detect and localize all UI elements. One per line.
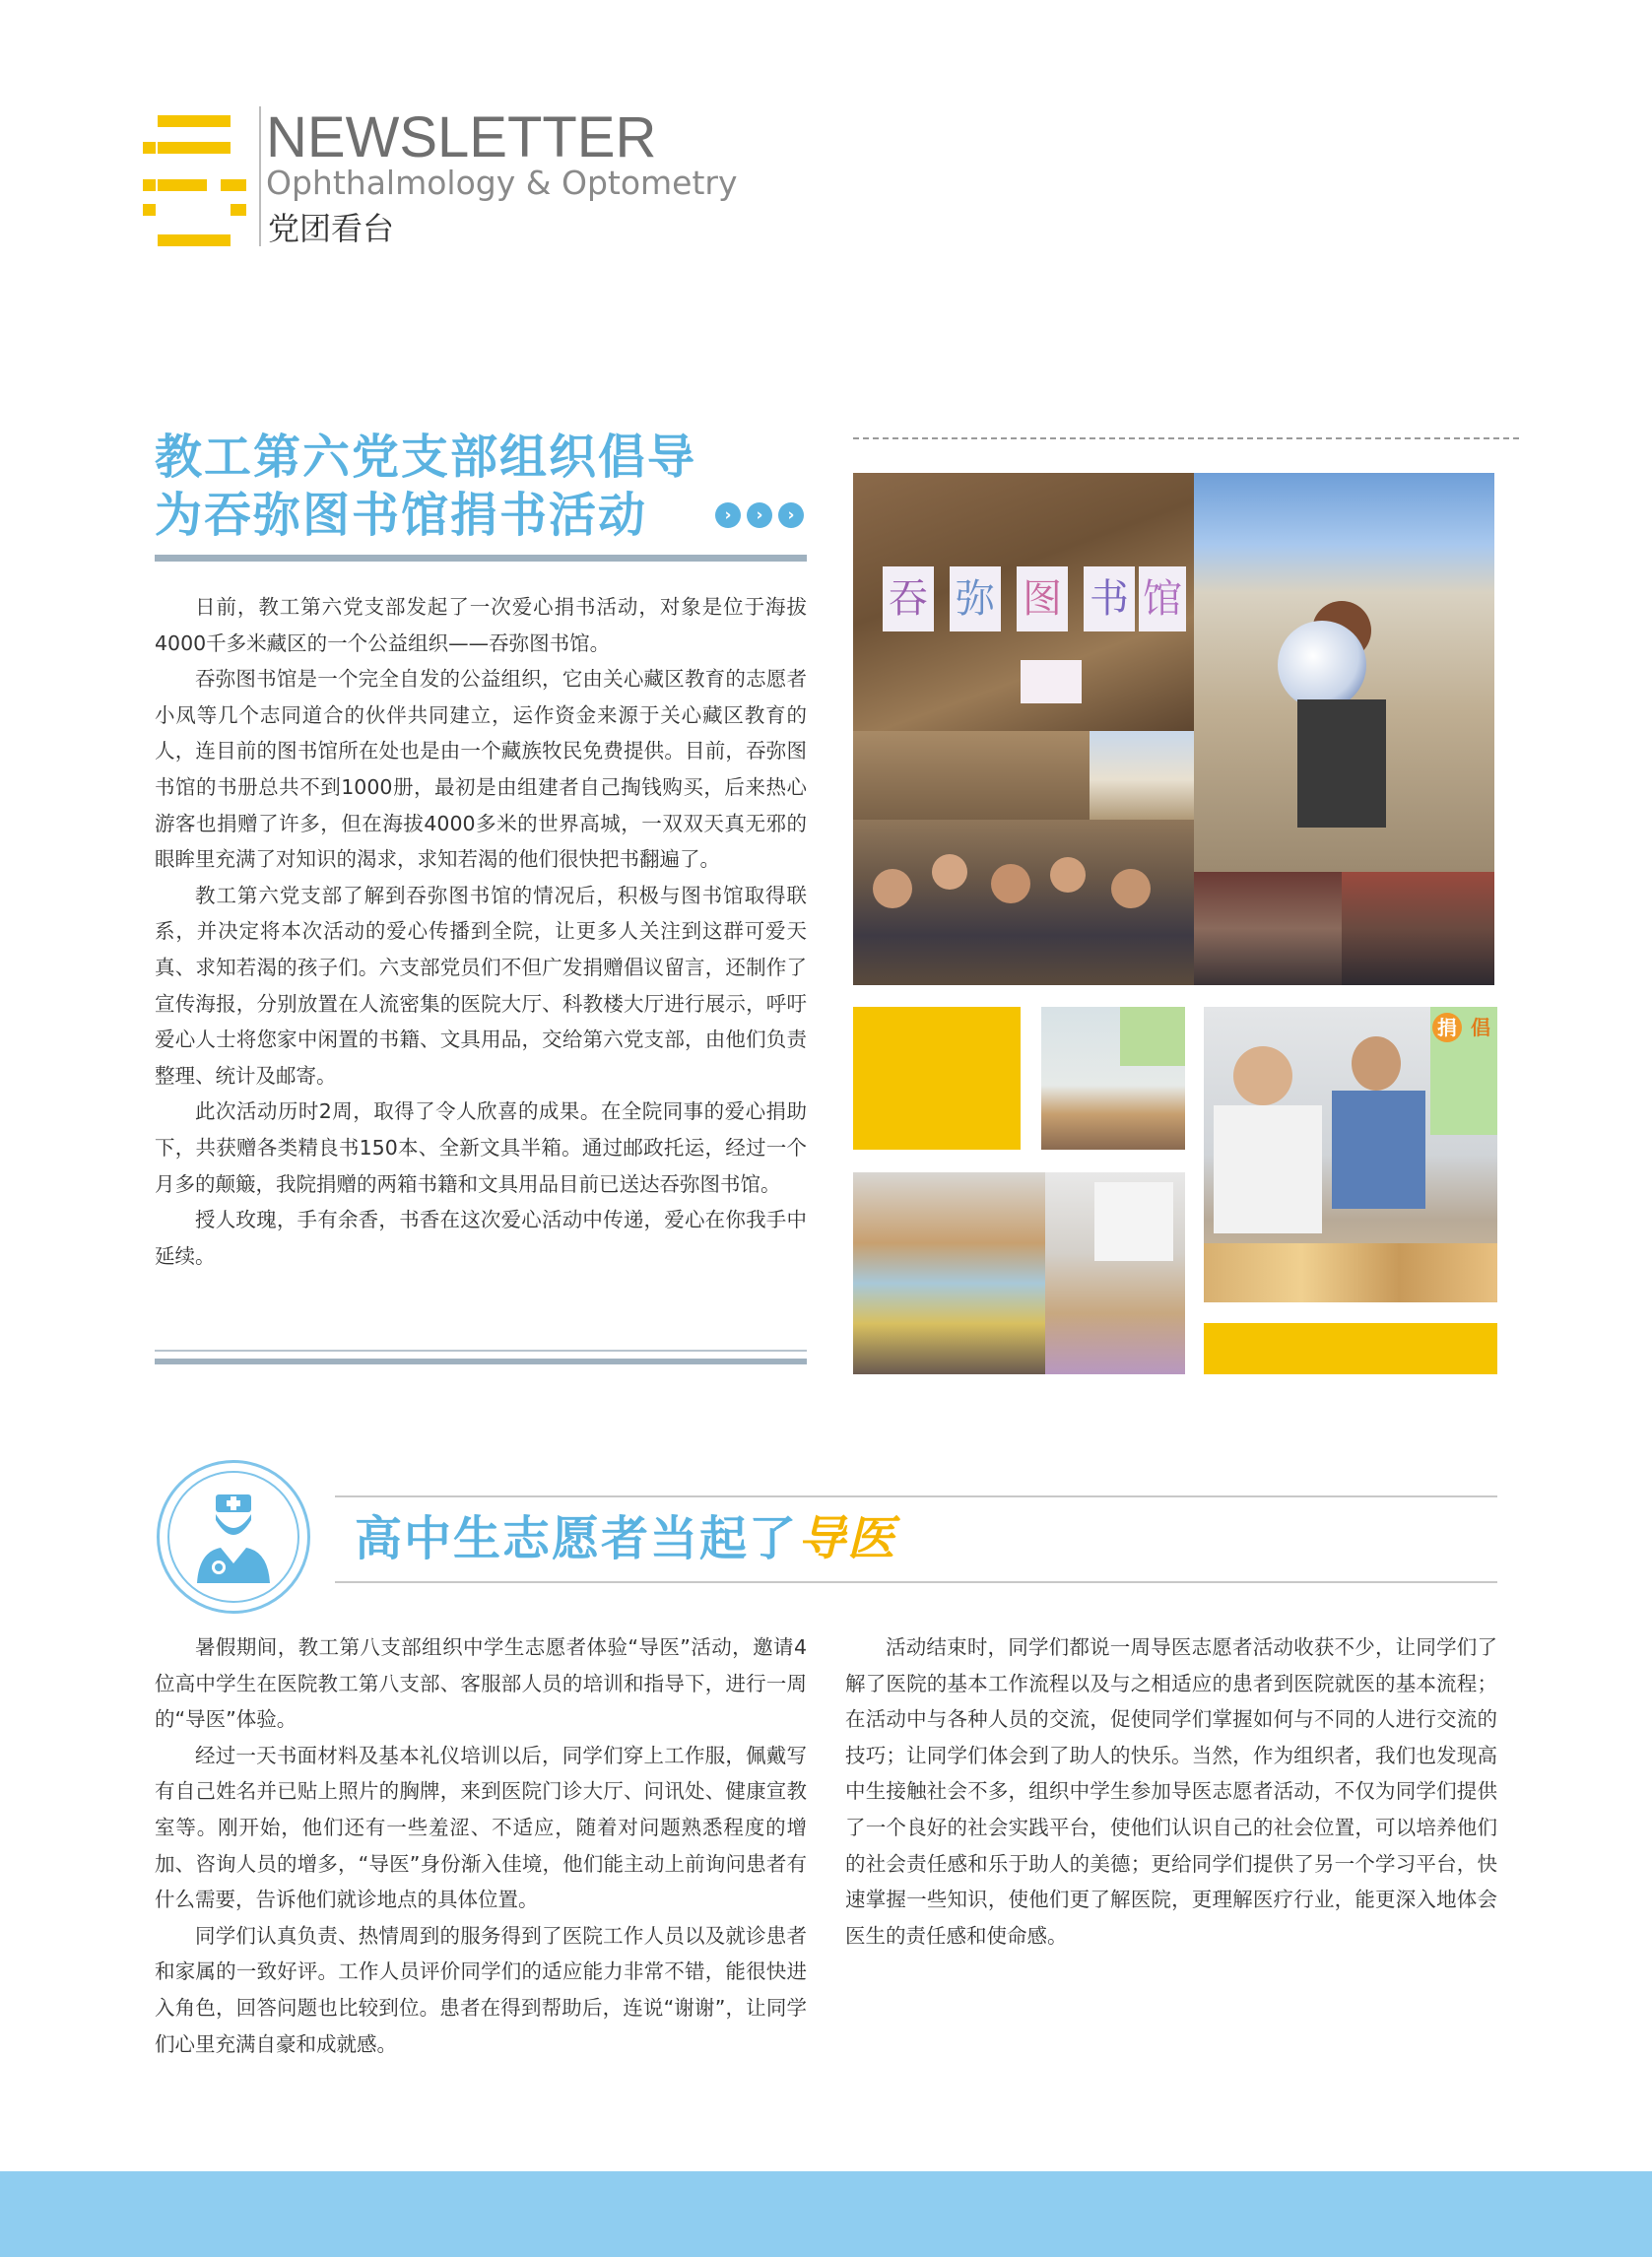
newsletter-title: NEWSLETTER <box>266 105 657 169</box>
face <box>1050 857 1086 893</box>
chevron-right-icon: › <box>715 502 741 528</box>
figure <box>1297 699 1386 828</box>
paragraph: 授人玫瑰，手有余香，书香在这次爱心活动中传递，爱心在你我手中延续。 <box>155 1208 807 1268</box>
figure <box>1332 1091 1425 1209</box>
poster-char: 倡 <box>1471 1016 1490 1039</box>
footer-band <box>0 2171 1652 2257</box>
photo-children-closeup-2 <box>1342 872 1494 985</box>
body-rule-thin <box>155 1350 807 1352</box>
face <box>1233 1046 1292 1105</box>
title2-bottom-line <box>335 1581 1497 1583</box>
article2-title <box>355 1509 896 1568</box>
newsletter-subtitle: Ophthalmology & Optometry <box>266 164 738 202</box>
title-underline <box>155 555 807 562</box>
face <box>1111 869 1151 908</box>
paragraph: 活动结束时，同学们都说一周导医志愿者活动收获不少，让同学们了解了医院的基本工作流程以及与之相适应的患者到医院就医的基本流程；在活动中与各种人员的交流，促使同学们掌握如何与不同的人进行交流的技巧；让同学们体会到了助人的快乐。当然，作为组织者，我们也发现高中生接触社会不多，组织中学生参加导医志愿者活动，不仅为同学们提供了一个良好的社会实践平台，使他们认识自己的社会位置，可以培养他们的社会责任感和乐于助人的美德；更给同学们提供了另一个学习平台，快速掌握一些知识，使他们更了解医院，更理解医疗行业，能更深入地体会医生的责任感和使命感。 <box>845 1635 1497 1948</box>
paragraph: 此次活动历时2周，取得了令人欣喜的成果。在全院同事的爱心捐助下，共获赠各类精良书150本、全新文具半箱。通过邮政托运，经过一个月多的颠簸，我院捐赠的两箱书籍和文具用品目前已送达吞弥图书馆。 <box>155 1099 807 1196</box>
sign-card: 吞 <box>883 566 934 631</box>
article1-body <box>155 589 807 1274</box>
doctor-icon <box>157 1460 310 1614</box>
photo-library-sign-2 <box>853 731 1090 820</box>
sign-card: 书 <box>1084 566 1135 631</box>
logo-separator <box>259 106 261 246</box>
figure <box>1214 1105 1322 1233</box>
sign-card: 馆 <box>1139 566 1186 631</box>
photo-volunteers-sorting <box>1204 1007 1497 1302</box>
paragraph: 同学们认真负责、热情周到的服务得到了医院工作人员以及就诊患者和家属的一致好评。工作人员评价同学们的适应能力非常不错，能很快进入角色，回答问题也比较到位。患者在得到帮助后，连说“谢谢”，让同学们心里充满自豪和成就感。 <box>155 1923 807 2056</box>
paragraph: 吞弥图书馆是一个完全自发的公益组织，它由关心藏区教育的志愿者小凤等几个志同道合的伙伴共同建立，运作资金来源于关心藏区教育的人，连目前的图书馆所在处也是由一个藏族牧民免费提供。目前，吞弥图书馆的书册总共不到1000册，最初是由组建者自己掏钱购买，后来热心游客也捐赠了许多，但在海拔4000多米的世界高城，一双双天真无邪的眼眸里充满了对知识的渴求，求知若渴的他们很快把书翻遍了。 <box>155 667 807 872</box>
books <box>1204 1243 1497 1302</box>
column-name: 党团看台 <box>268 210 395 247</box>
body-rule-thick <box>155 1359 807 1364</box>
logo-bar-mid-2 <box>158 179 207 191</box>
sign-card: 弥 <box>950 566 1001 631</box>
article2-title-highlight: 导医 <box>798 1511 897 1566</box>
photo-children-group <box>853 820 1194 985</box>
paragraph: 暑假期间，教工第八支部组织中学生志愿者体验“导医”活动，邀请4位高中学生在医院教工第八支部、客服部人员的培训和指导下，进行一周的“导医”体验。 <box>155 1635 807 1732</box>
logo-bar-left-3 <box>143 204 156 216</box>
photo-children-closeup-1 <box>1194 872 1342 985</box>
photo-library-sign <box>853 473 1194 731</box>
poster <box>1120 1007 1185 1066</box>
notice-paper <box>1094 1182 1173 1261</box>
football <box>1278 621 1366 709</box>
logo-bar-left-2 <box>143 179 156 191</box>
sign-card-small <box>1021 660 1082 703</box>
logo-bar-mid <box>158 142 231 154</box>
article1-title-line2: 为吞弥图书馆捐书活动 <box>155 488 648 543</box>
paragraph: 日前，教工第六党支部发起了一次爱心捐书活动，对象是位于海拔4000千多米藏区的一个公益组织——吞弥图书馆。 <box>155 595 807 655</box>
face <box>932 854 967 890</box>
doctor-icon-inner-ring <box>167 1471 299 1603</box>
yellow-block <box>1204 1323 1497 1374</box>
poster-char: 捐 <box>1432 1013 1462 1042</box>
article1-title-line1: 教工第六党支部组织倡导 <box>155 430 697 485</box>
logo-bar-right-3 <box>231 204 246 216</box>
article2-left-column <box>155 1629 807 2062</box>
dashed-divider <box>853 437 1519 439</box>
paragraph: 经过一天书面材料及基本礼仪培训以后，同学们穿上工作服，佩戴写有自己姓名并已贴上照片的胸牌，来到医院门诊大厅、问讯处、健康宣教室等。刚开始，他们还有一些羞涩、不适应，随着对问题熟悉程度的增加、咨询人员的增多，“导医”身份渐入佳境，他们能主动上前询问患者有什么需要，告诉他们就诊地点的具体位置。 <box>155 1743 807 1912</box>
sign-card: 图 <box>1017 566 1068 631</box>
chevron-right-icon: › <box>747 502 772 528</box>
article2-title-main: 高中生志愿者当起了 <box>355 1511 799 1566</box>
photo-boy-with-ball <box>1194 473 1494 872</box>
logo-bar-bottom <box>158 234 231 246</box>
photo-books-box <box>1045 1172 1185 1374</box>
photo-books-stack <box>853 1172 1045 1374</box>
face <box>991 864 1030 903</box>
paragraph: 教工第六党支部了解到吞弥图书馆的情况后，积极与图书馆取得联系，并决定将本次活动的爱心传播到全院，让更多人关注到这群可爱天真、求知若渴的孩子们。六支部党员们不但广发捐赠倡议留言，还制作了宣传海报，分别放置在人流密集的医院大厅、科教楼大厅进行展示，呼吁爱心人士将您家中闲置的书籍、文具用品，交给第六党支部，由他们负责整理、统计及邮寄。 <box>155 883 807 1088</box>
chevron-right-icon: › <box>778 502 804 528</box>
yellow-block <box>853 1007 1021 1150</box>
logo-bar-left-1 <box>143 142 156 154</box>
logo-bar-right-2 <box>221 179 246 191</box>
face <box>873 869 912 908</box>
photo-donation-table <box>1041 1007 1185 1150</box>
logo-bar-top <box>158 115 231 127</box>
photo-village <box>1090 731 1194 820</box>
article2-right-column <box>845 1629 1497 1954</box>
doctor-icon <box>169 1473 297 1601</box>
title2-top-line <box>335 1495 1497 1497</box>
face <box>1352 1036 1401 1091</box>
